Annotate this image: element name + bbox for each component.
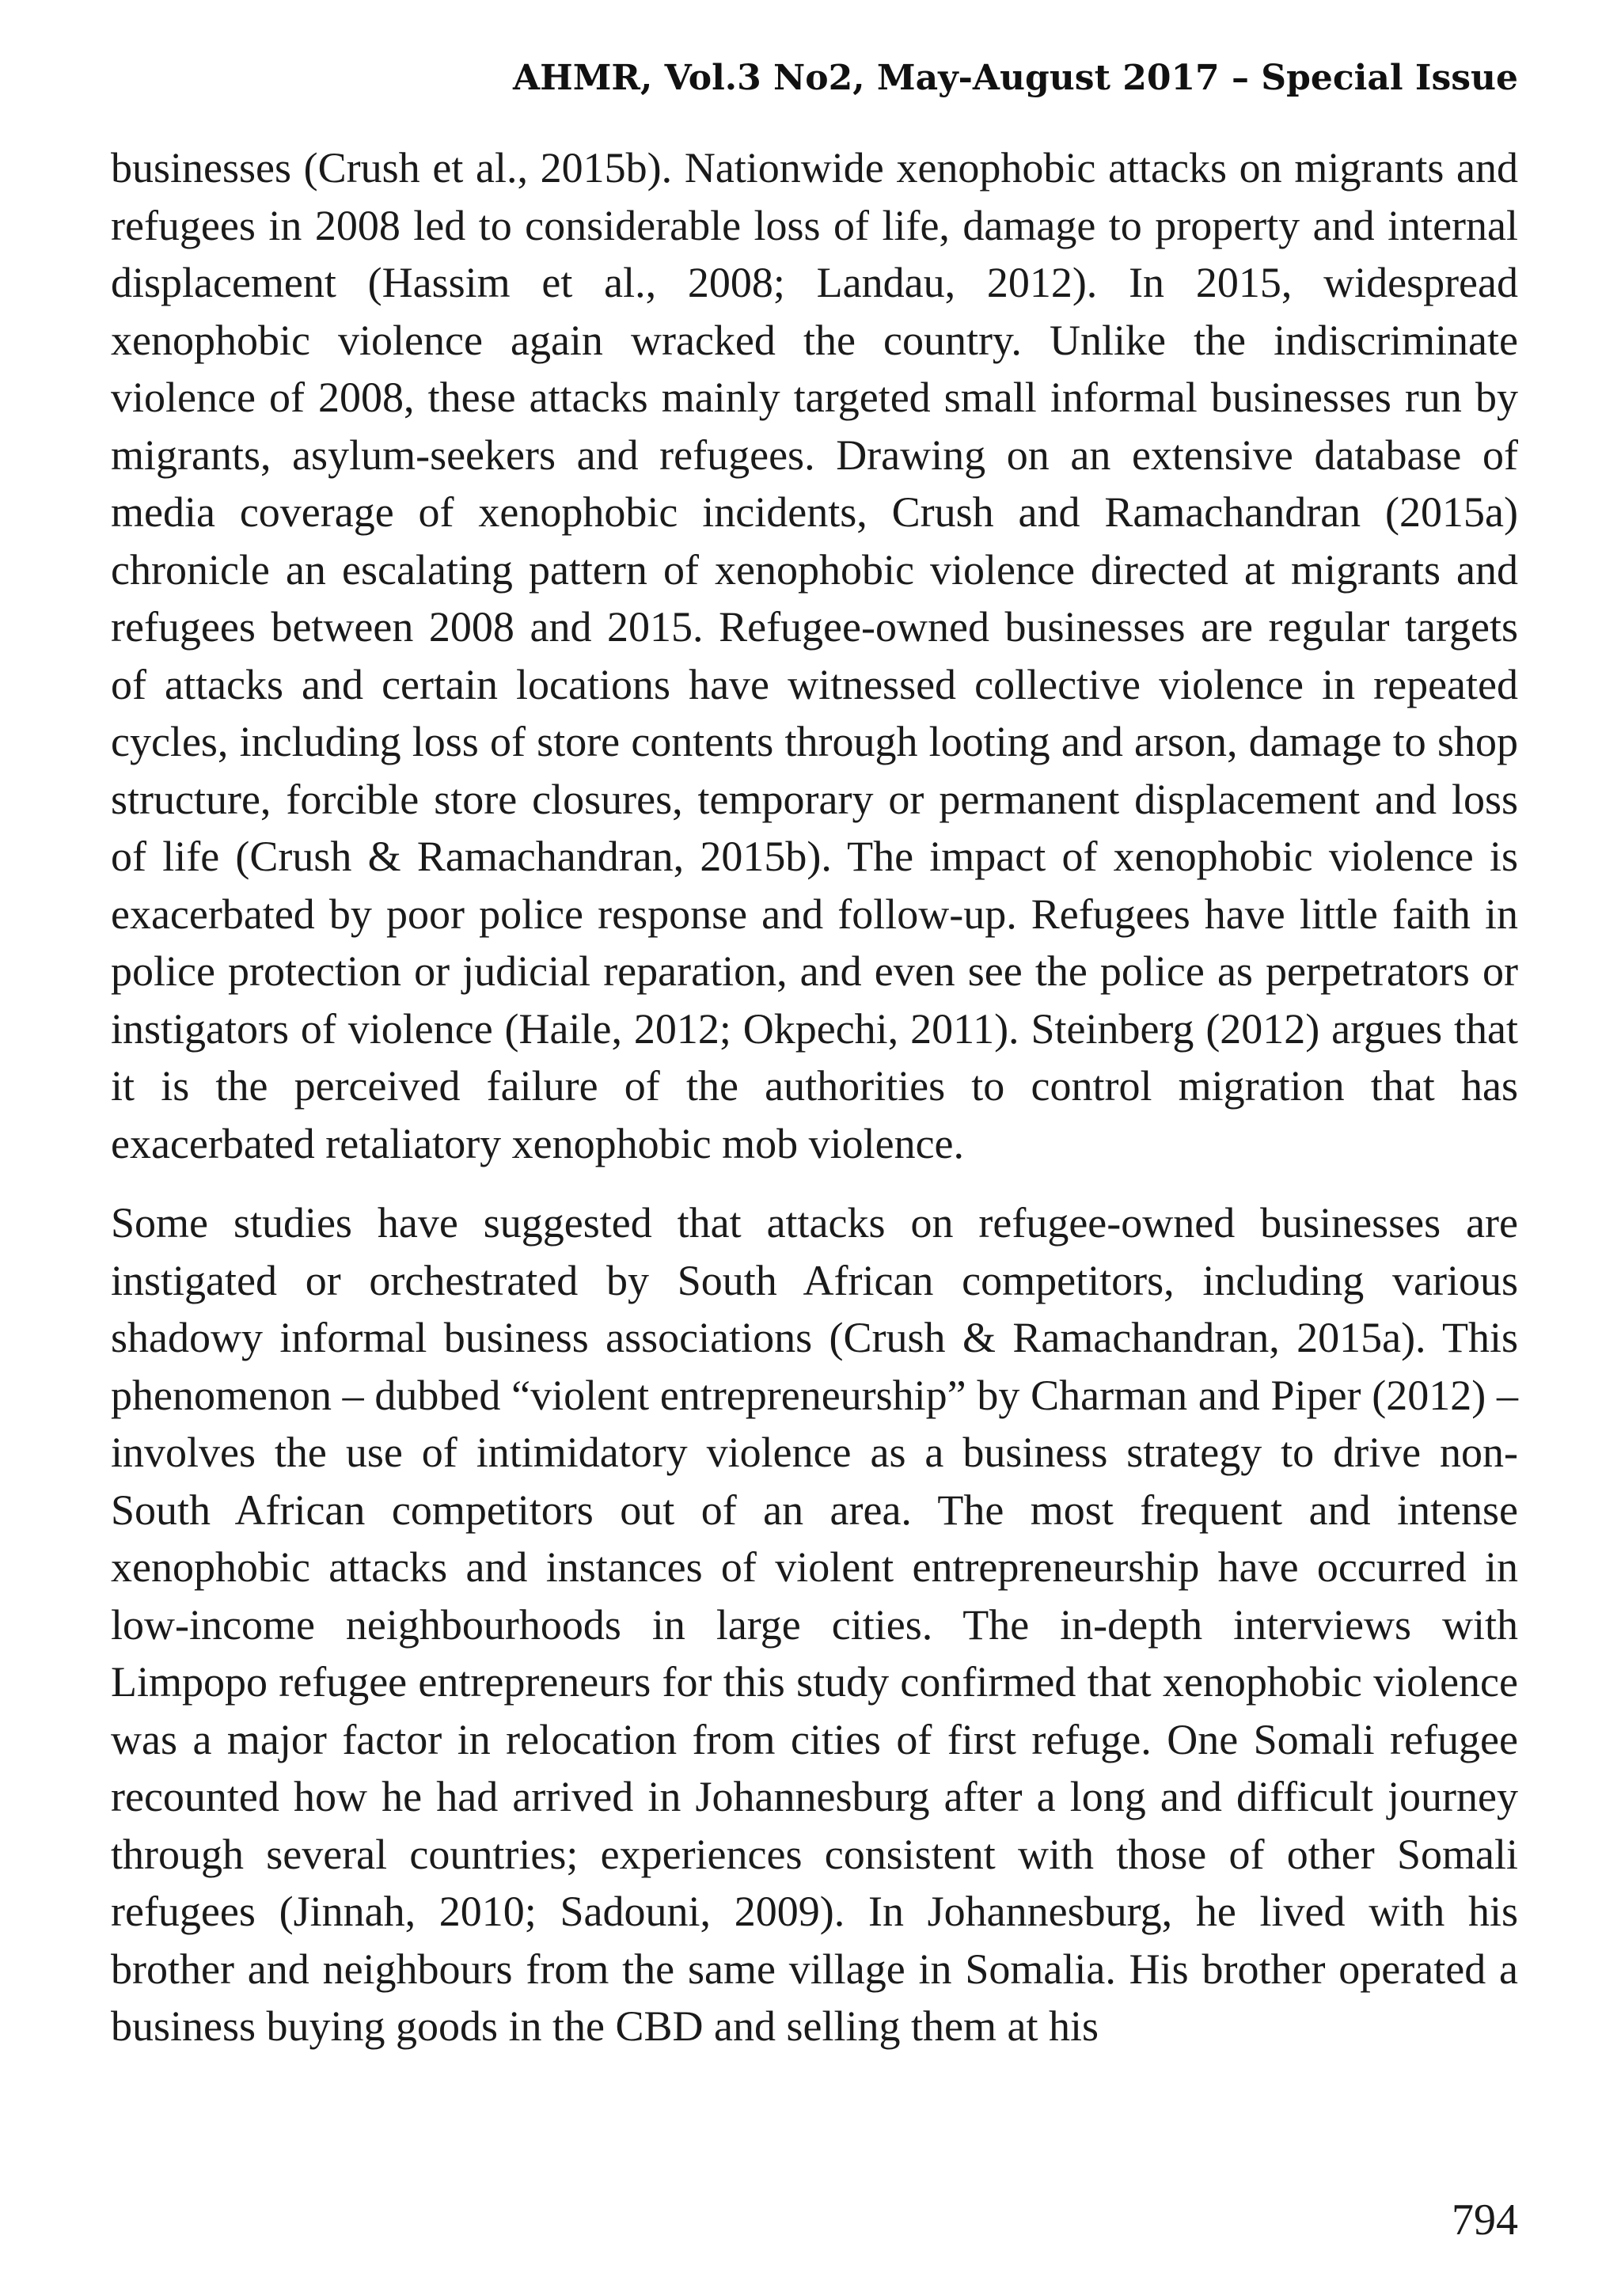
running-header: AHMR, Vol.3 No2, May-August 2017 – Special Issue (513, 58, 1518, 98)
body-text (111, 139, 1518, 2055)
page-number: 794 (1452, 2195, 1518, 2245)
paragraph-1: businesses (Crush et al., 2015b). Nationwide xenophobic attacks on migrants and refugees in 2008 led to considerable loss of life, damage to property and internal displacement (Hassim et al., 2008; Landau, 2012). In 2015, widespread xenophobic violence again wracked the country. Unlike the indiscriminate violence of 2008, these attacks mainly targeted small informal businesses run by migrants, asylum-seekers and refugees. Drawing on an extensive database of media coverage of xenophobic incidents, Crush and Ramachandran (2015a) chronicle an escalating pattern of xenophobic violence directed at migrants and refugees between 2008 and 2015. Refugee-owned businesses are regular targets of attacks and certain locations have witnessed collective violence in repeated cycles, including loss of store contents through looting and arson, damage to shop structure, forcible store closures, temporary or permanent displacement and loss of life (Crush & Ramachandran, 2015b). The impact of xenophobic violence is exacerbated by poor police response and follow-up. Refugees have little faith in police protection or judicial reparation, and even see the police as perpetrators or instigators of violence (Haile, 2012; Okpechi, 2011). Steinberg (2012) argues that it is the perceived failure of the authorities to control migration that has exacerbated retaliatory xenophobic mob violence. (111, 144, 1518, 1167)
paragraph-2: Some studies have suggested that attacks on refugee-owned businesses are instigated or orchestrated by South African competitors, including various shadowy informal business associations (Crush & Ramachandran, 2015a). This phenomenon – dubbed “violent entrepreneurship” by Charman and Piper (2012) – involves the use of intimidatory violence as a business strategy to drive non-South African competitors out of an area. The most frequent and intense xenophobic attacks and instances of violent entrepreneurship have occurred in low-income neighbourhoods in large cities. The in-depth interviews with Limpopo refugee entrepreneurs for this study confirmed that xenophobic violence was a major factor in relocation from cities of first refuge. One Somali refugee recounted how he had arrived in Johannesburg after a long and difficult journey through several countries; experiences consistent with those of other Somali refugees (Jinnah, 2010; Sadouni, 2009). In Johannesburg, he lived with his brother and neighbours from the same village in Somalia. His brother operated a business buying goods in the CBD and selling them at his (111, 1199, 1518, 2050)
